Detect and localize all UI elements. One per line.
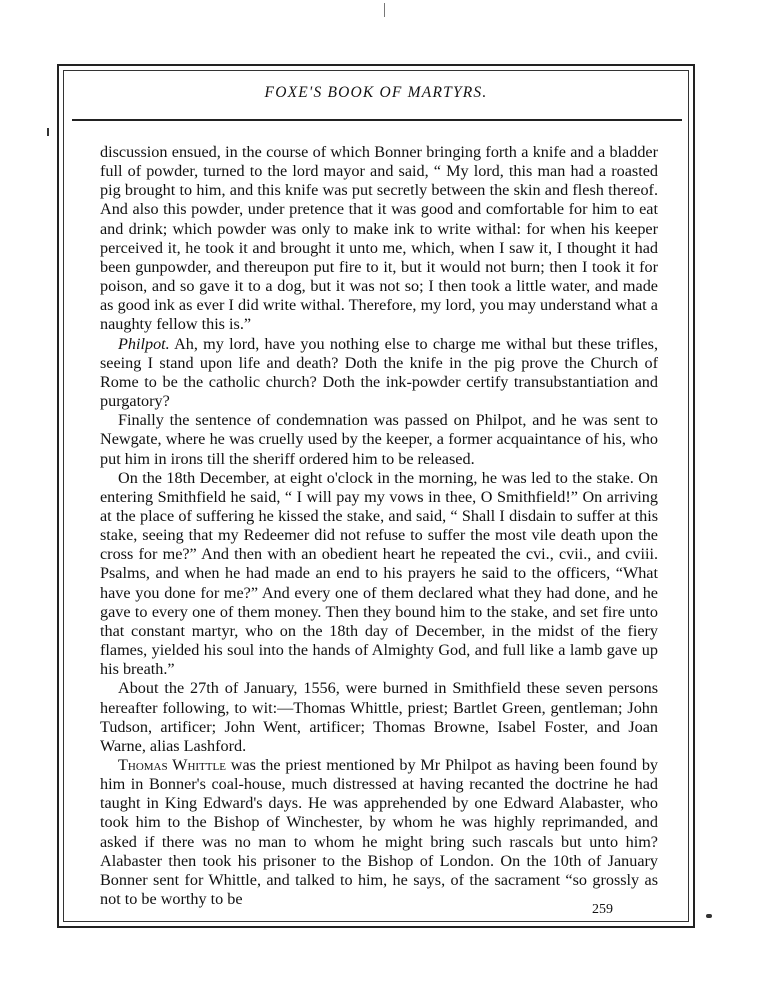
lead-name: Thomas Whittle [118,756,226,774]
paragraph-text: Ah, my lord, have you nothing else to charge me withal but these trifles, seeing I stand upon life and death? Doth the knife in the pig prove the Church of Rome to be the catholic church? Doth the ink-powder certify transubstantiation and purgatory? [100,334,658,411]
speaker-name: Philpot. [118,334,170,353]
paragraph: Finally the sentence of condemnation was passed on Philpot, and he was sent to Newgate, where he was cruelly used by the keeper, a former acquaintance of his, who put him in irons till the sheriff ordered him to be released. [100,411,658,468]
paragraph: On the 18th December, at eight o'clock in the morning, he was led to the stake. On entering Smithfield he said, “ I will pay my vows in thee, O Smithfield!” On arriving at the place of suffering he kissed the stake, and said, “ Shall I disdain to suffer at this stake, seeing that my Redeemer did not refuse to suffer the most vile death upon the cross for me?” And then with an obedient heart he repeated the cvi., cvii., and cviii. Psalms, and when he had made an end to his prayers he said to the officers, “What have you done for me?” And every one of them declared what they had done, and he gave to every one of them money. Then they bound him to the stake, and set fire unto that constant martyr, who on the 18th day of December, in the midst of the fiery flames, yielded his soul into the hands of Almighty God, and full like a lamb gave up his breath.” [100,468,658,679]
paragraph: discussion ensued, in the course of which Bonner bringing forth a knife and a bladder full of powder, turned to the lord mayor and said, “ My lord, this man had a roasted pig brought to him, and this knife was put secretly between the skin and flesh thereof. And also this powder, under pretence that it was good and comfortable for him to eat and drink; which powder was only to make ink to write withal: for when his keeper perceived it, he took it and brought it unto me, which, when I saw it, I thought it had been gunpowder, and thereupon put fire to it, but it would not burn; then I took it for poison, and so gave it to a dog, but it was not so; I then took a little water, and made as good ink as ever I did write withal. Therefore, my lord, you may understand what a naughty fellow this is.” [100,143,658,334]
paragraph-text: was the priest mentioned by Mr Philpot as having been found by him in Bonner's coal-house, much distressed at having recanted the doctrine he had taught in King Edward's days. He was apprehended by one Edward Alabaster, who took him to the Bishop of Winchester, by whom he was highly reprimanded, and asked if there was no man to whom he might bring such rascals but unto him? Alabaster then took his prisoner to the Bishop of London. On the 10th of January Bonner sent for Whittle, and talked to him, he says, of the sacrament “so grossly as not to be worthy to be [100,756,659,909]
page-number: 259 [592,902,613,917]
margin-mark [47,128,49,136]
body-text [100,143,658,909]
running-title: FOXE'S BOOK OF MARTYRS. [264,84,488,101]
paragraph: About the 27th of January, 1556, were burned in Smithfield these seven persons hereafter following, to wit:—Thomas Whittle, priest; Bartlet Green, gentleman; John Tudson, artificer; John Went, artificer; Thomas Browne, Isabel Foster, and Joan Warne, alias Lashford. [100,679,658,755]
paragraph [100,756,658,909]
binding-mark [384,3,385,17]
margin-mark [706,914,712,918]
paragraph [100,335,658,412]
header-rule [72,119,682,121]
